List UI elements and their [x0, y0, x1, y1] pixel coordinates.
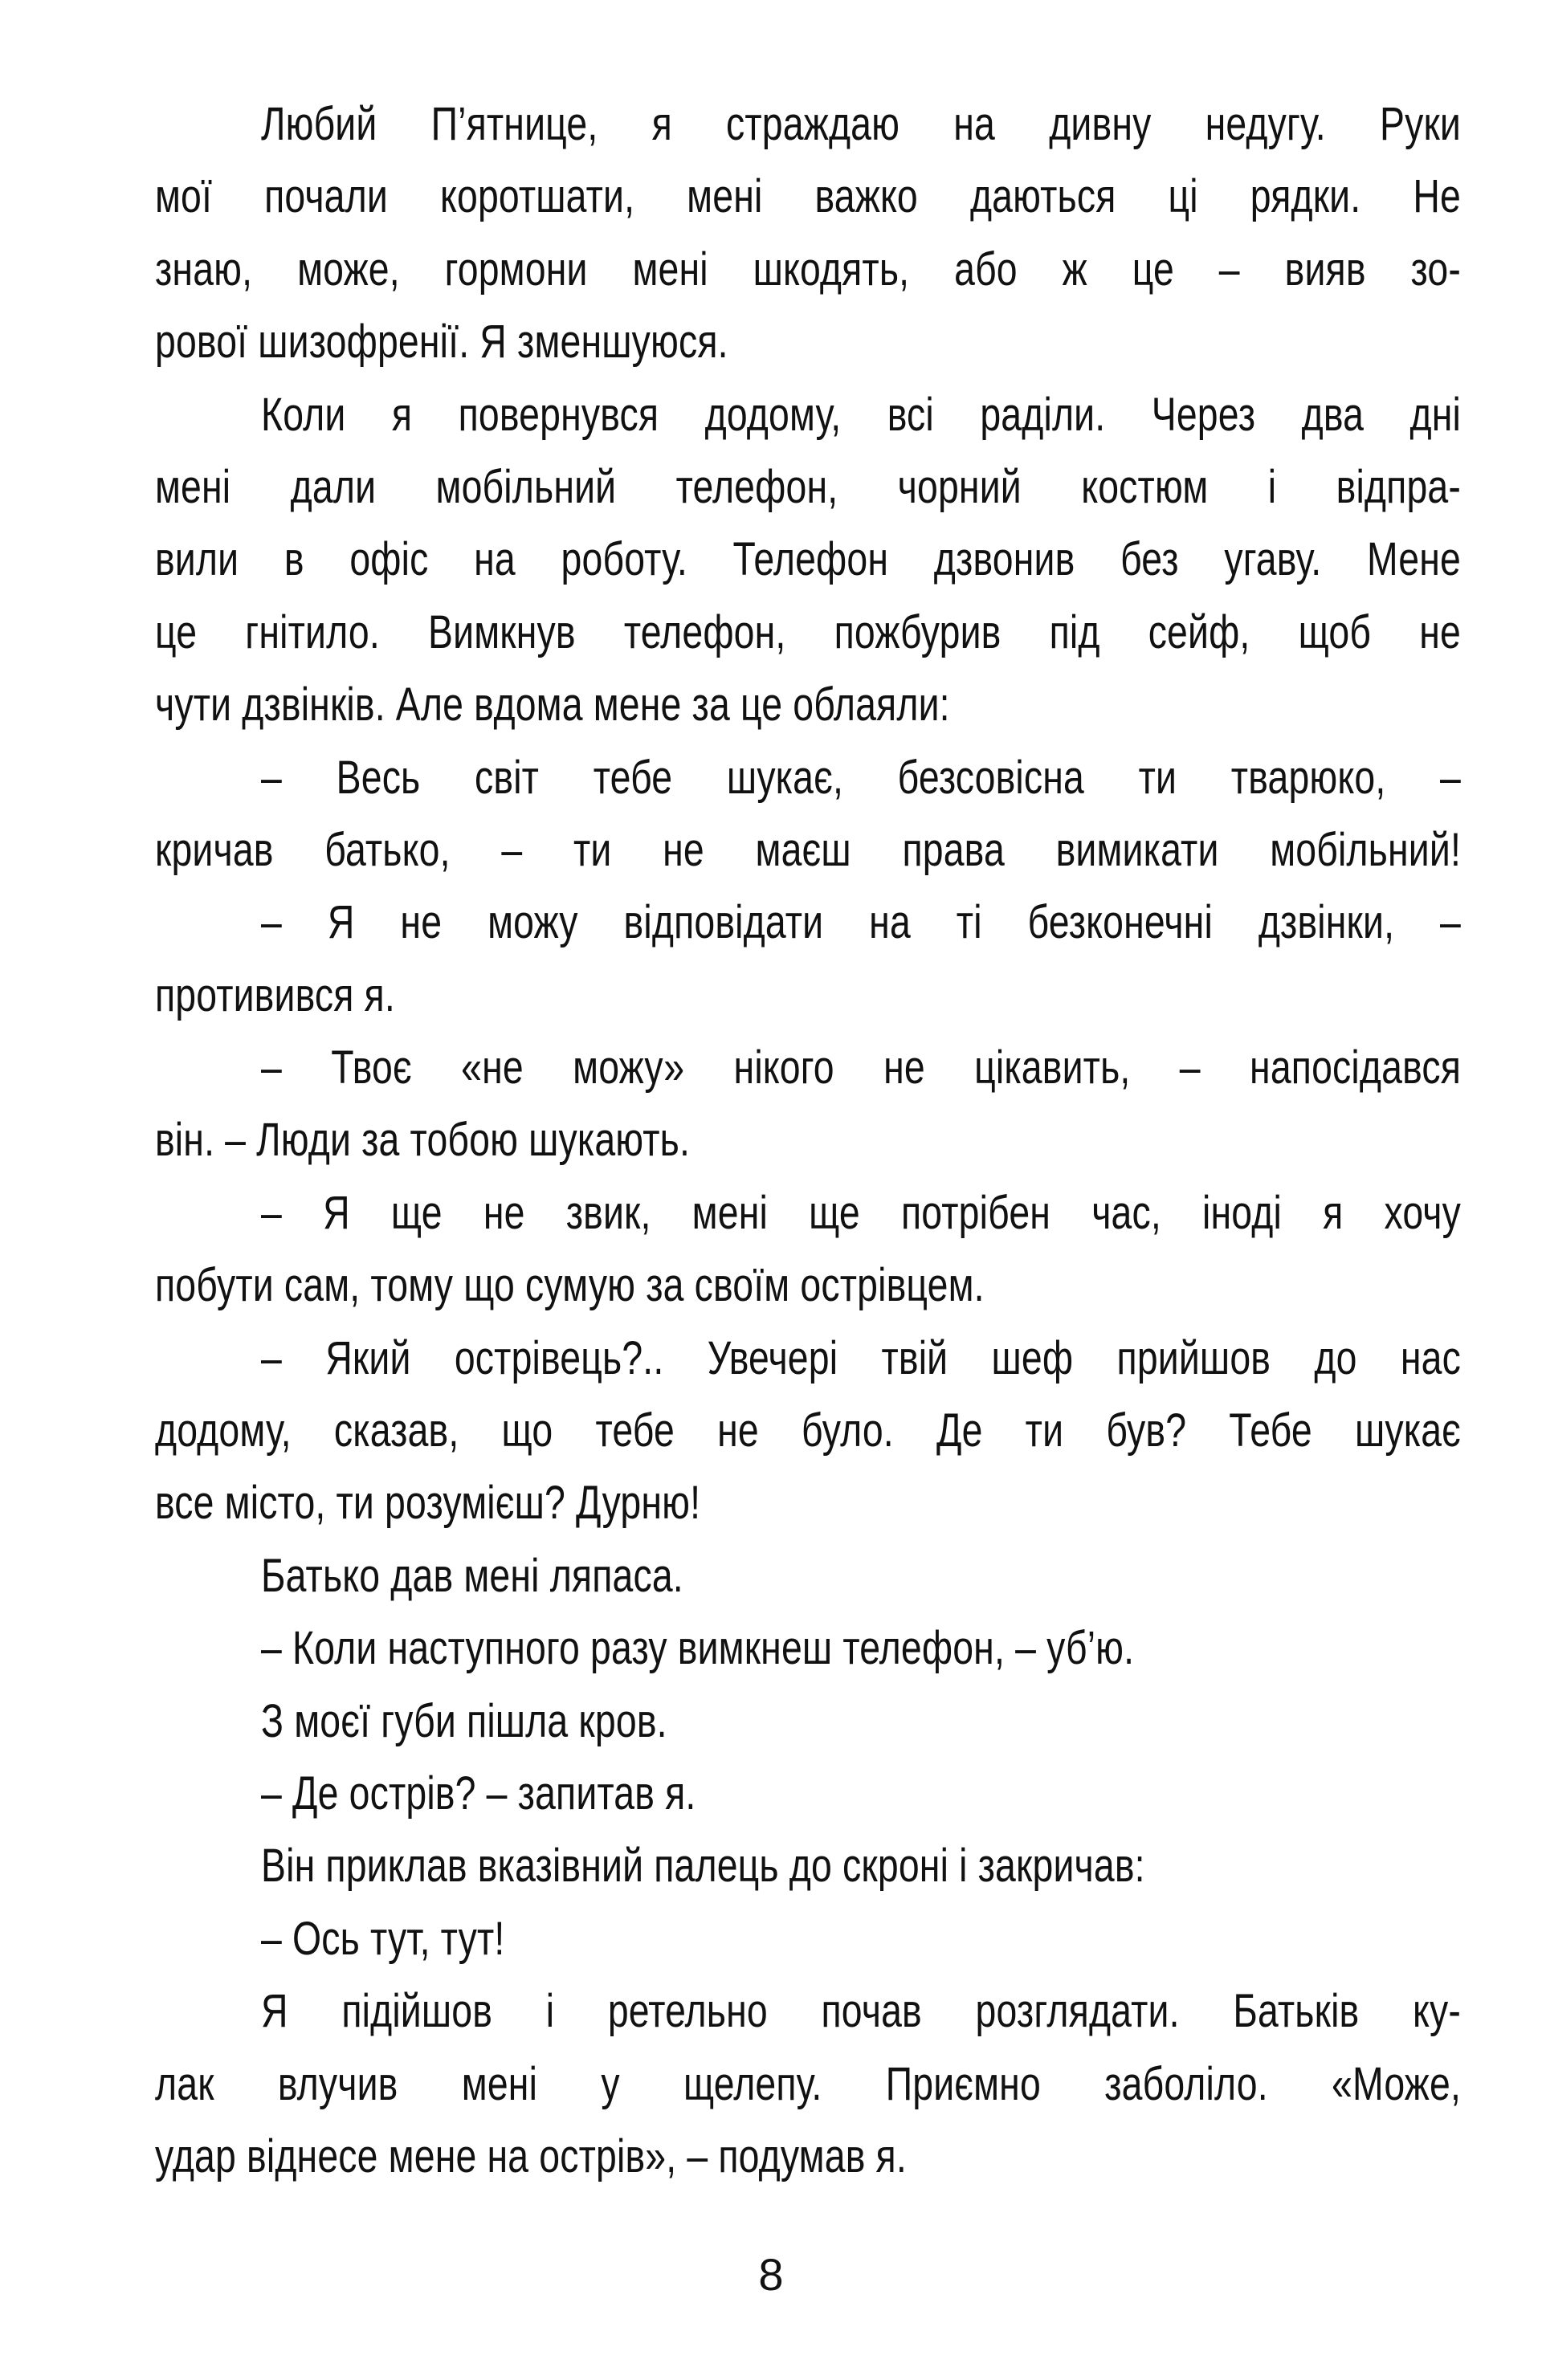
line-text: – Я не можу відповідати на ті безконечні дзвінки, – [261, 896, 1461, 949]
line-text: Коли я повернувся додому, всі раділи. Через два дні [261, 388, 1461, 441]
line-text: побути сам, тому що сумую за своїм острівцем. [155, 1259, 985, 1312]
text-line [155, 1903, 1461, 1975]
text-line [155, 451, 1461, 524]
line-text: – Ось тут, тут! [261, 1912, 505, 1965]
line-text: – Де острів? – запитав я. [261, 1767, 696, 1820]
text-line [155, 2048, 1461, 2121]
line-text: удар віднесе мене на острів», – подумав я. [155, 2129, 907, 2182]
text-line [155, 524, 1461, 596]
text-line [155, 960, 1461, 1032]
text-line [155, 669, 1461, 741]
line-text: З моєї губи пішла кров. [261, 1694, 667, 1747]
line-text: лак влучив мені у щелепу. Приємно заболіло. «Може, [155, 2057, 1461, 2110]
page-body [155, 88, 1461, 2193]
text-line [155, 814, 1461, 886]
line-text: – Який острівець?.. Увечері твій шеф прийшов до нас [261, 1331, 1461, 1384]
line-text: знаю, може, гормони мені шкодять, або ж це – вияв зо- [155, 242, 1461, 295]
text-line [155, 234, 1461, 306]
page-number: 8 [758, 2249, 784, 2300]
text-line [155, 597, 1461, 669]
line-text: вили в офіс на роботу. Телефон дзвонив без угаву. Мене [155, 533, 1461, 586]
line-text: кричав батько, – ти не маєш права вимикати мобільний! [155, 823, 1461, 876]
line-text: Батько дав мені ляпаса. [261, 1549, 683, 1602]
text-line [155, 1104, 1461, 1176]
text-line [155, 1540, 1461, 1612]
line-text: – Твоє «не можу» нікого не цікавить, – напосідався [261, 1041, 1461, 1094]
line-text: – Коли наступного разу вимкнеш телефон, – уб’ю. [261, 1622, 1135, 1675]
line-text: – Я ще не звик, мені ще потрібен час, іноді я хочу [261, 1186, 1461, 1239]
text-line [155, 886, 1461, 959]
text-line [155, 379, 1461, 451]
text-line [155, 1467, 1461, 1539]
text-line [155, 742, 1461, 814]
text-line [155, 88, 1461, 161]
line-text: Любий П’ятнице, я страждаю на дивну недугу. Руки [261, 98, 1461, 150]
text-line [155, 1395, 1461, 1467]
text-line [155, 1758, 1461, 1830]
line-text: Я підійшов і ретельно почав розглядати. Батьків ку- [261, 1985, 1461, 2038]
text-line [155, 306, 1461, 378]
text-line [155, 1322, 1461, 1395]
line-text: він. – Люди за тобою шукають. [155, 1114, 691, 1167]
line-text: Він приклав вказівний палець до скроні і закричав: [261, 1840, 1145, 1893]
text-line [155, 1249, 1461, 1322]
line-text: все місто, ти розумієш? Дурню! [155, 1477, 701, 1530]
line-text: противився я. [155, 968, 395, 1021]
text-line [155, 1612, 1461, 1685]
text-line [155, 1975, 1461, 2048]
line-text: мені дали мобільний телефон, чорний костюм і відпра- [155, 460, 1461, 513]
text-line [155, 1830, 1461, 1902]
line-text: додому, сказав, що тебе не було. Де ти був? Тебе шукає [155, 1404, 1461, 1457]
line-text: – Весь світ тебе шукає, безсовісна ти тварюко, – [261, 751, 1461, 804]
text-line [155, 1685, 1461, 1758]
text-line [155, 1177, 1461, 1249]
text-line [155, 2121, 1461, 2193]
line-text: чути дзвінків. Але вдома мене за це облаяли: [155, 679, 950, 732]
text-line [155, 161, 1461, 233]
text-line [155, 1032, 1461, 1104]
line-text: це гнітило. Вимкнув телефон, пожбурив під сейф, щоб не [155, 605, 1461, 658]
line-text: рової шизофренії. Я зменшуюся. [155, 316, 728, 369]
line-text: мої почали коротшати, мені важко даються ці рядки. Не [155, 170, 1461, 223]
